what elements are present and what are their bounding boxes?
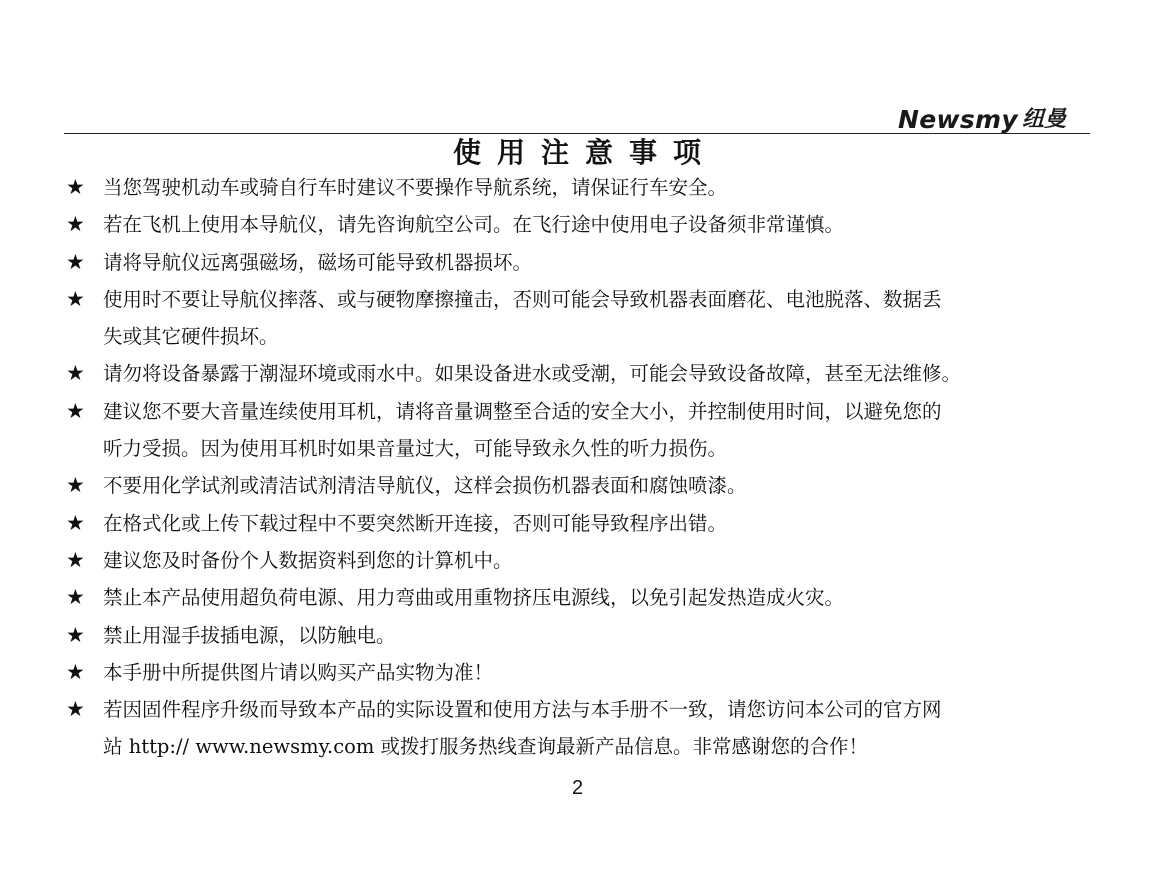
precaution-item xyxy=(66,393,1096,468)
precaution-text-line: 在格式化或上传下载过程中不要突然断开连接，否则可能导致程序出错。 xyxy=(103,511,728,535)
star-bullet-icon: ★ xyxy=(66,510,85,535)
precaution-text-line: 本手册中所提供图片请以购买产品实物为准！ xyxy=(103,660,494,684)
star-bullet-icon: ★ xyxy=(66,286,85,311)
star-bullet-icon: ★ xyxy=(66,547,85,572)
precaution-text-line: 听力受损。因为使用耳机时如果音量过大，可能导致永久性的听力损伤。 xyxy=(103,437,728,461)
star-bullet-icon: ★ xyxy=(66,473,85,498)
star-bullet-icon: ★ xyxy=(66,398,85,423)
precaution-item xyxy=(66,281,1096,356)
star-bullet-icon: ★ xyxy=(66,697,85,722)
precaution-text-line: 站 http:// www.newsmy.com 或拨打服务热线查询最新产品信息。非常感谢您的合作！ xyxy=(103,735,869,759)
precaution-item xyxy=(66,169,1096,206)
star-bullet-icon: ★ xyxy=(66,585,85,610)
precaution-text-line: 请勿将设备暴露于潮湿环境或雨水中。如果设备进水或受潮，可能会导致设备故障，甚至无法维修。 xyxy=(103,362,962,386)
star-bullet-icon: ★ xyxy=(66,361,85,386)
precaution-item xyxy=(66,467,1096,504)
precaution-text-line: 禁止本产品使用超负荷电源、用力弯曲或用重物挤压电源线，以免引起发热造成火灾。 xyxy=(103,586,845,610)
star-bullet-icon: ★ xyxy=(66,212,85,237)
precaution-text-line: 不要用化学试剂或清洁试剂清洁导航仪，这样会损伤机器表面和腐蚀喷漆。 xyxy=(103,474,747,498)
precaution-item xyxy=(66,244,1096,281)
precaution-item xyxy=(66,206,1096,243)
precaution-text-line: 禁止用湿手拔插电源，以防触电。 xyxy=(103,623,396,647)
brand-logo-cn: 纽曼 xyxy=(1022,107,1067,132)
precaution-text-line: 请将导航仪远离强磁场，磁场可能导致机器损坏。 xyxy=(103,250,533,274)
brand-logo xyxy=(898,103,1066,135)
precaution-item xyxy=(66,542,1096,579)
precaution-item xyxy=(66,654,1096,691)
page-number: 2 xyxy=(571,777,584,799)
precaution-item xyxy=(66,579,1096,616)
precaution-item xyxy=(66,505,1096,542)
brand-logo-en: Newsmy xyxy=(898,105,1019,134)
star-bullet-icon: ★ xyxy=(66,175,85,199)
precaution-text-line: 若因固件程序升级而导致本产品的实际设置和使用方法与本手册不一致，请您访问本公司的官方网 xyxy=(103,698,942,722)
precaution-text-line: 当您驾驶机动车或骑自行车时建议不要操作导航系统，请保证行车安全。 xyxy=(103,176,728,199)
precaution-item xyxy=(66,355,1096,392)
precaution-text-line: 建议您及时备份个人数据资料到您的计算机中。 xyxy=(103,548,513,572)
precaution-text-line: 失或其它硬件损坏。 xyxy=(103,325,279,349)
precautions-list xyxy=(66,169,1096,766)
page-title: 使用注意事项 xyxy=(452,136,717,169)
star-bullet-icon: ★ xyxy=(66,622,85,647)
precaution-item xyxy=(66,691,1096,766)
star-bullet-icon: ★ xyxy=(66,249,85,274)
precaution-text-line: 建议您不要大音量连续使用耳机，请将音量调整至合适的安全大小，并控制使用时间，以避免您的 xyxy=(103,399,942,423)
star-bullet-icon: ★ xyxy=(66,659,85,684)
precaution-text-line: 使用时不要让导航仪摔落、或与硬物摩擦撞击，否则可能会导致机器表面磨花、电池脱落、数据丢 xyxy=(103,287,942,311)
precaution-item xyxy=(66,617,1096,654)
precaution-text-line: 若在飞机上使用本导航仪，请先咨询航空公司。在飞行途中使用电子设备须非常谨慎。 xyxy=(103,213,845,237)
